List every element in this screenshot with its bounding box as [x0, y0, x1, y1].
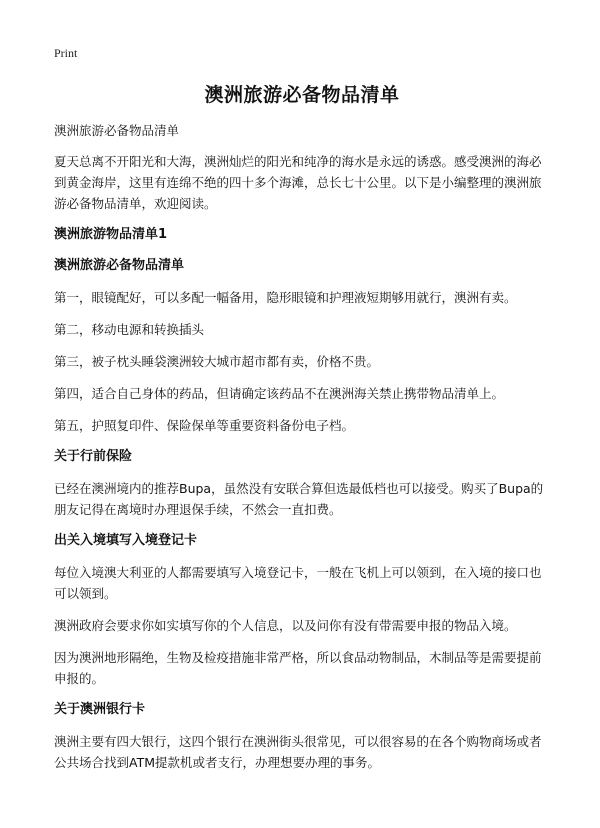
section-heading-insurance: 关于行前保险	[54, 449, 133, 464]
list-item: 第二，移动电源和转换插头	[54, 322, 205, 337]
article-body	[54, 120, 550, 784]
section-heading-bank-card: 关于澳洲银行卡	[54, 702, 146, 717]
entry-paragraph: 澳洲政府会要求你如实填写你的个人信息，以及问你有没有带需要申报的物品入境。	[54, 618, 517, 633]
entry-paragraph: 每位入境澳大利亚的人都需要填写入境登记卡，一般在飞机上可以领到，在入境的接口也可以领到。	[54, 565, 542, 601]
section-heading-list-1: 澳洲旅游物品清单1	[54, 227, 168, 242]
print-link[interactable]: Print	[54, 46, 78, 60]
list-item: 第五，护照复印件、保险保单等重要资料备份电子档。	[54, 418, 355, 433]
article-subtitle: 澳洲旅游必备物品清单	[54, 123, 180, 138]
list-item: 第三，被子枕头睡袋澳洲较大城市超市都有卖，价格不贵。	[54, 354, 380, 369]
insurance-paragraph: 已经在澳洲境内的推荐Bupa，虽然没有安联合算但选最低档也可以接受。购买了Bupa的朋友记得在离境时办理退保手续，不然会一直扣费。	[54, 481, 544, 517]
list-item: 第一，眼镜配好，可以多配一幅备用，隐形眼镜和护理液短期够用就行，澳洲有卖。	[54, 290, 517, 305]
bank-paragraph: 澳洲主要有四大银行，这四个银行在澳洲街头很常见，可以很容易的在各个购物商场或者公共场合找到ATM提款机或者支行，办理想要办理的事务。	[54, 734, 542, 770]
list-item: 第四，适合自己身体的药品，但请确定该药品不在澳洲海关禁止携带物品清单上。	[54, 386, 505, 401]
page-title: 澳洲旅游必备物品清单	[204, 84, 400, 106]
section-heading-entry-card: 出关入境填写入境登记卡	[54, 533, 198, 548]
entry-paragraph: 因为澳洲地形隔绝，生物及检疫措施非常严格，所以食品动物制品，木制品等是需要提前申报的。	[54, 650, 542, 686]
section-heading-essentials: 澳洲旅游必备物品清单	[54, 258, 185, 273]
intro-paragraph: 夏天总离不开阳光和大海，澳洲灿烂的阳光和纯净的海水是永远的诱惑。感受澳洲的海必到黄金海岸，这里有连绵不绝的四十多个海滩，总长七十公里。以下是小编整理的澳洲旅游必备物品清单，欢迎阅读。	[54, 154, 542, 211]
